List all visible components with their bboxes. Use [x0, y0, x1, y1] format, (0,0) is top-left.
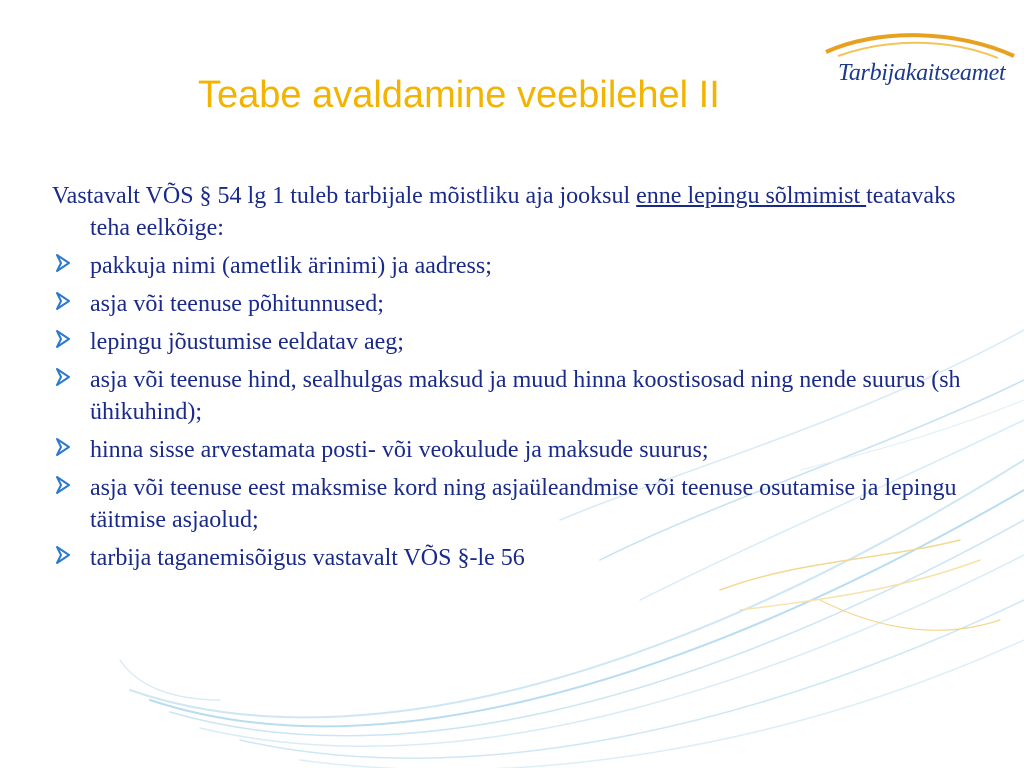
intro-text-before: Vastavalt VÕS § 54 lg 1 tuleb tarbijale mõistliku aja jooksul: [52, 183, 637, 209]
arrow-bullet-icon: [54, 544, 72, 566]
list-item: [52, 434, 962, 466]
list-item-text: asja või teenuse hind, sealhulgas maksud ja muud hinna koostisosad ning nende suurus (sh ühikuhind);: [90, 367, 961, 425]
list-item: [52, 250, 962, 282]
arrow-bullet-icon: [54, 290, 72, 312]
list-item-text: tarbija taganemisõigus vastavalt VÕS §-le 56: [90, 545, 525, 571]
arrow-bullet-icon: [54, 474, 72, 496]
list-item-text: hinna sisse arvestamata posti- või veokulude ja maksude suurus;: [90, 437, 709, 463]
list-item-text: lepingu jõustumise eeldatav aeg;: [90, 329, 404, 355]
tarbijakaitseamet-logo: [818, 30, 1018, 110]
slide-title: Teabe avaldamine veebilehel II: [198, 74, 720, 116]
arrow-bullet-icon: [54, 436, 72, 458]
bullet-list: [52, 250, 962, 574]
intro-underlined: enne lepingu sõlmimist: [636, 183, 867, 209]
list-item: [52, 288, 962, 320]
list-item: [52, 472, 962, 536]
list-item: [52, 364, 962, 428]
slide-body: [52, 180, 962, 580]
list-item-text: asja või teenuse eest maksmise kord ning asjaüleandmise või teenuse osutamise ja lepingu täitmise asjaolud;: [90, 475, 957, 533]
intro-text-after: teatavaks teha eelkõige:: [90, 183, 956, 241]
list-item-text: asja või teenuse põhitunnused;: [90, 291, 384, 317]
logo-text: Tarbijakaitseamet: [838, 60, 1006, 86]
list-item: [52, 326, 962, 358]
list-item: [52, 542, 962, 574]
list-item-text: pakkuja nimi (ametlik ärinimi) ja aadress;: [90, 253, 492, 279]
arrow-bullet-icon: [54, 252, 72, 274]
arrow-bullet-icon: [54, 366, 72, 388]
intro-paragraph: [52, 180, 962, 244]
arrow-bullet-icon: [54, 328, 72, 350]
